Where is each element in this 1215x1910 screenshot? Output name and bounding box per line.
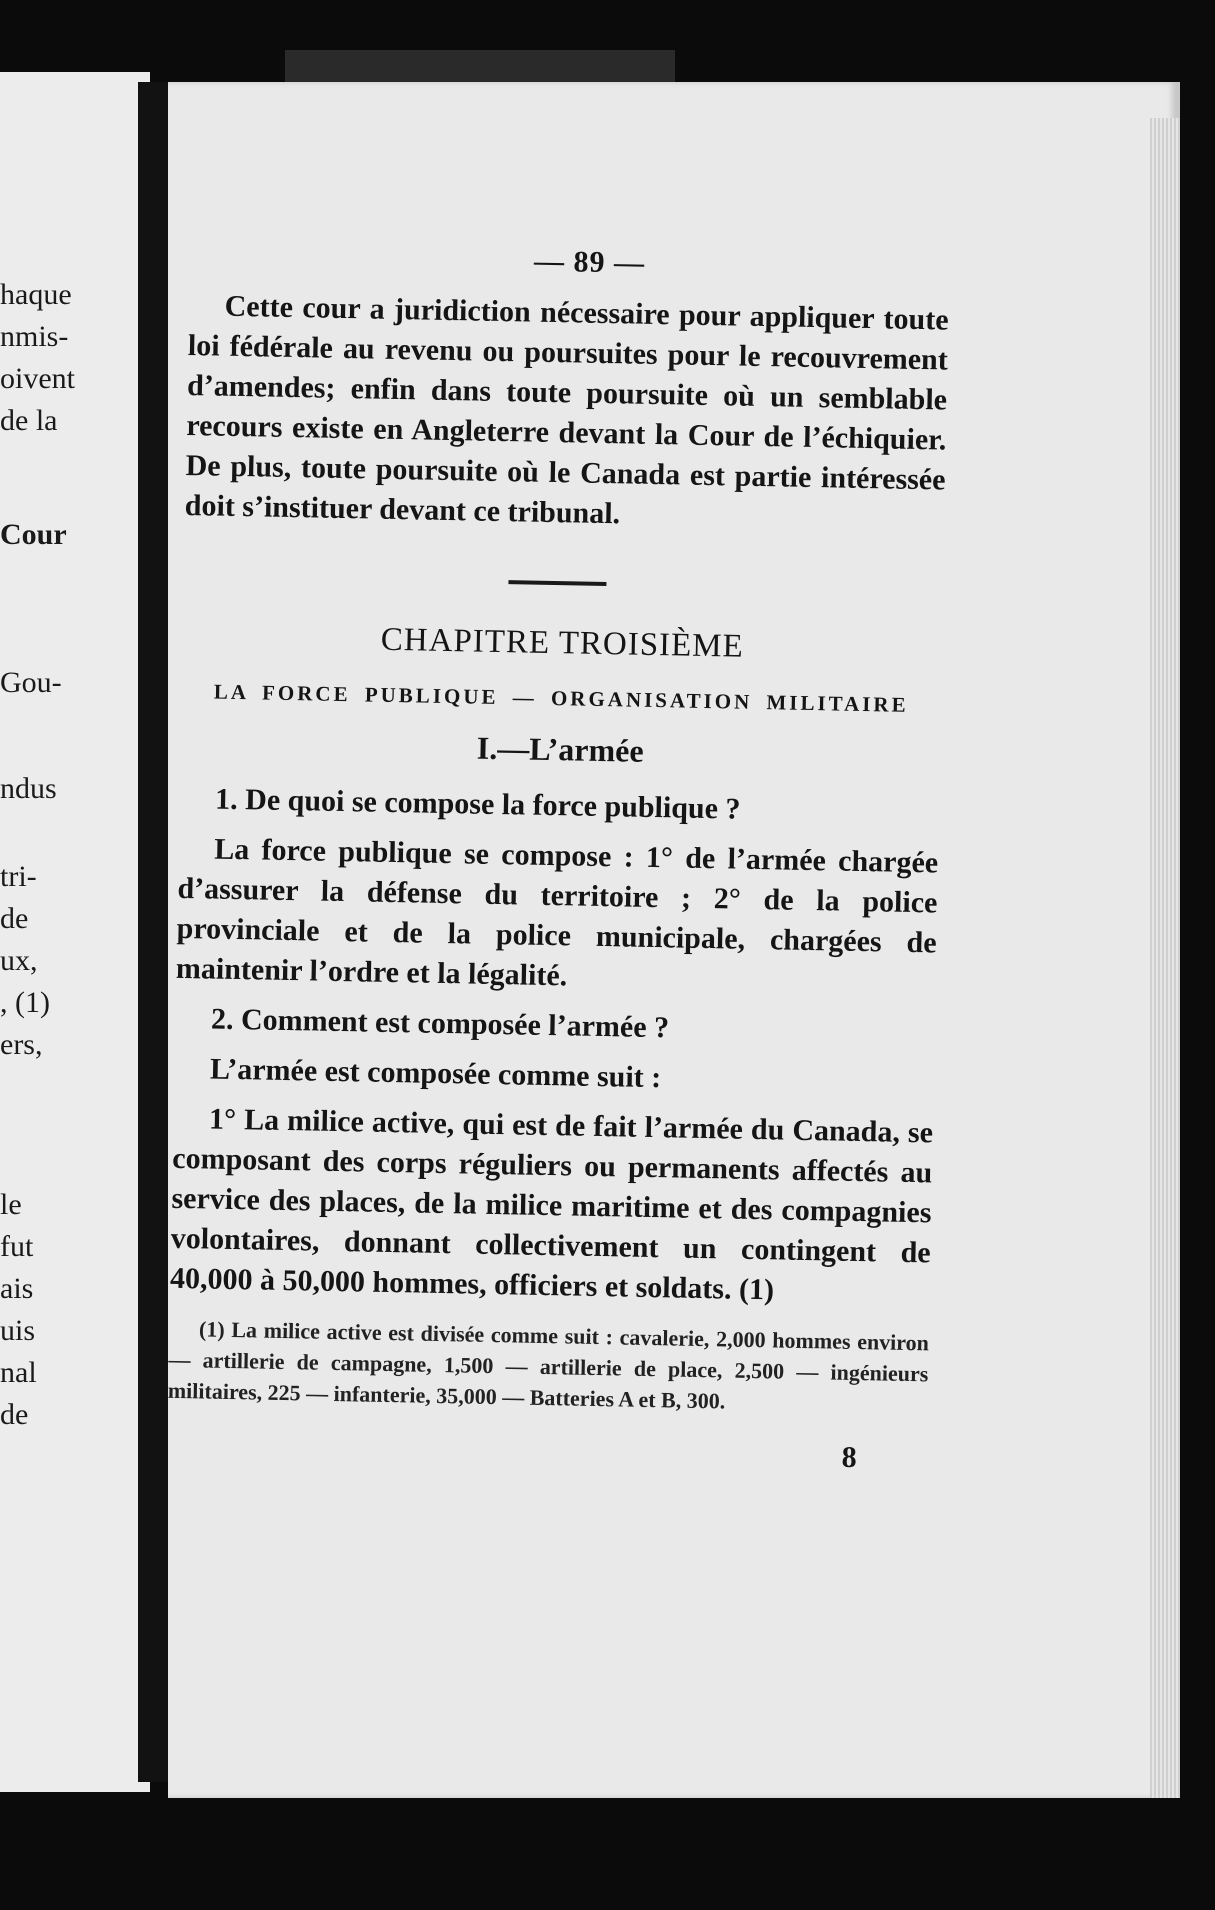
left-fragment: oivent: [0, 362, 75, 395]
page-text: [167, 238, 950, 1476]
answer-1: La force publique se compose : 1° de l’armée chargée d’assurer la défense du territoire ; 2° de la police provinciale et de la police municipale, chargées de maintenir l’ordre et la légalité.: [175, 832, 939, 993]
intro-paragraph: Cette cour a juridiction nécessaire pour appliquer toute loi fédérale au revenu ou poursuites pour le recouvrement d’amendes; enfin dans toute poursuite où un semblable recours existe en Angleterre devant la Cour de l’échiquier. De plus, toute poursuite où le Canada est partie intéressée doit s’instituer devant ce tribunal.: [184, 289, 949, 531]
left-fragment: ux,: [0, 944, 38, 977]
page-edge: [1150, 118, 1180, 1798]
left-fragment: de: [0, 902, 29, 935]
chapter-subtitle: LA FORCE PUBLIQUE — ORGANISATION MILITAIRE: [213, 679, 909, 717]
left-fragment: uis: [0, 1314, 36, 1347]
left-fragment: le: [0, 1188, 22, 1221]
section-heading: I.—L’armée: [476, 729, 644, 769]
left-fragment: nmis-: [0, 320, 69, 353]
footnote: (1) La milice active est divisée comme suit : cavalerie, 2,000 hommes environ — artillerie de campagne, 1,500 — artillerie de place, 2,500 — ingénieurs militaires, 225 — infanterie, 35,000 — Batteries A et B, 300.: [167, 1316, 930, 1414]
chapter-title: CHAPITRE TROISIÈME: [380, 621, 745, 665]
left-fragment: ers,: [0, 1028, 43, 1061]
left-fragment: Cour: [0, 518, 67, 551]
left-fragment: de la: [0, 404, 58, 437]
left-fragment: nal: [0, 1356, 37, 1389]
signature-mark: 8: [841, 1440, 858, 1475]
left-fragment: ndus: [0, 772, 57, 805]
left-fragment: fut: [0, 1230, 34, 1263]
answer-2-intro: L’armée est composée comme suit :: [209, 1052, 662, 1095]
left-fragment: tri-: [0, 860, 37, 893]
left-fragment: de: [0, 1398, 29, 1431]
left-fragment: ais: [0, 1272, 34, 1305]
left-fragment: haque: [0, 278, 72, 311]
question-1: 1. De quoi se compose la force publique ?: [214, 782, 741, 826]
left-fragment: , (1): [0, 986, 50, 1019]
left-fragment: Gou-: [0, 666, 62, 699]
left-page: [0, 72, 150, 1792]
section-divider: [508, 580, 606, 586]
answer-2-item-1: 1° La milice active, qui est de fait l’armée du Canada, se composant des corps réguliers ou permanents affectés au service des places, de la milice maritime et des compagnies volontaires, donnant collectivement un contingent de 40,000 à 50,000 hommes, officiers et soldats. (1): [169, 1102, 934, 1307]
question-2: 2. Comment est composée l’armée ?: [210, 1002, 670, 1045]
page-number: — 89 —: [533, 244, 646, 280]
book-gutter: [138, 82, 168, 1782]
